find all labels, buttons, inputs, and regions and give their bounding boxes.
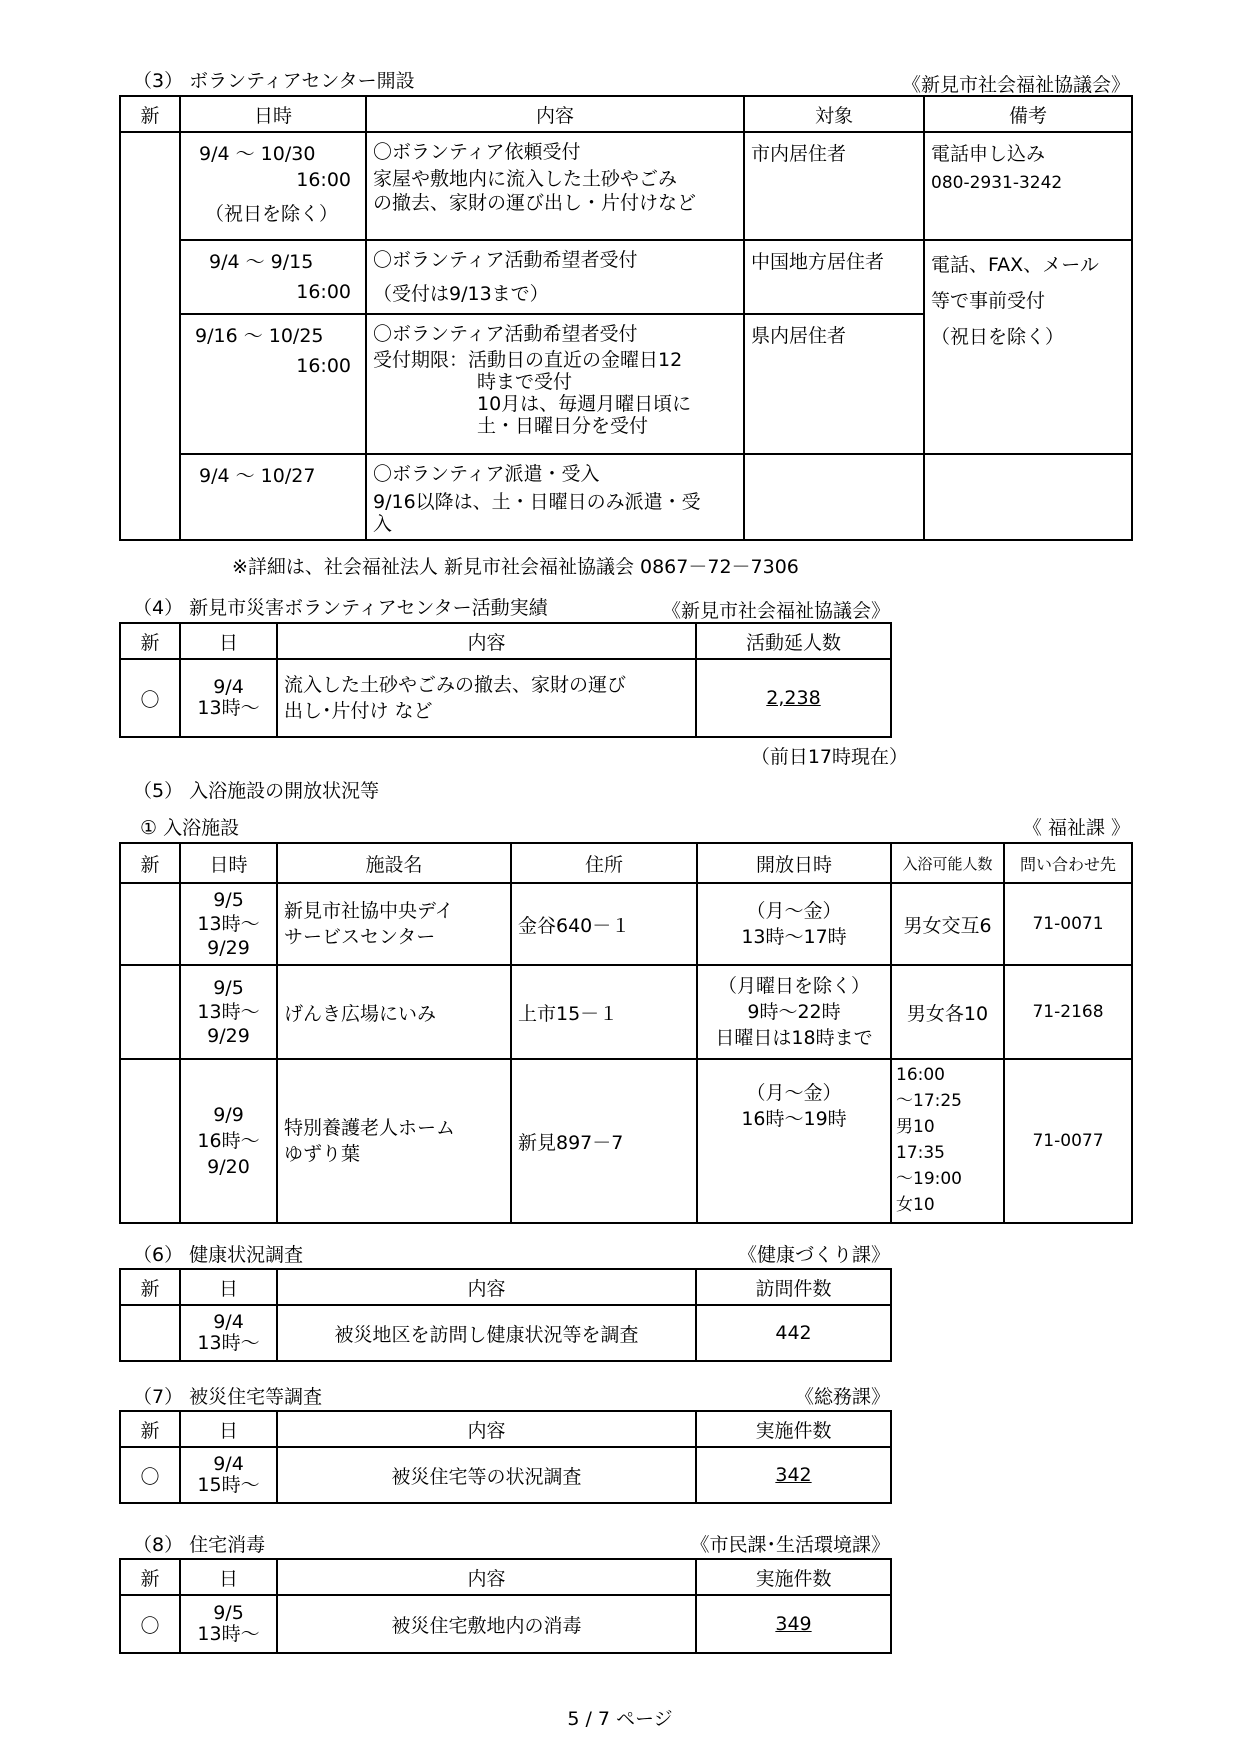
contact-cell: 71-2168	[1004, 965, 1132, 1059]
table-row	[120, 1059, 1132, 1223]
table-row	[120, 1305, 891, 1361]
note-cell	[924, 240, 1132, 454]
section-3-heading: （3） ボランティアセンター開設	[133, 70, 415, 92]
header-date: 日	[180, 1411, 277, 1447]
date-exclusion: （祝日を除く）	[205, 203, 339, 225]
date-cell	[180, 132, 366, 240]
date-cell: 9/5 13時～ 9/29	[180, 883, 277, 965]
section-8-dept: 《市民課･生活環境課》	[690, 1534, 890, 1556]
target-cell	[744, 132, 924, 240]
note-cell	[924, 454, 1132, 540]
header-new: 新	[120, 623, 180, 659]
header-new: 新	[120, 843, 180, 883]
header-new: 新	[120, 96, 180, 132]
header-date: 日	[180, 1269, 277, 1305]
content-cell: 被災地区を訪問し健康状況等を調査	[277, 1305, 696, 1361]
section-5-subheading: ① 入浴施設	[140, 817, 240, 839]
date-time: 16:00	[296, 169, 351, 191]
header-note: 備考	[924, 96, 1132, 132]
section-7-heading: （7） 被災住宅等調査	[133, 1386, 323, 1408]
content-cell	[366, 454, 744, 540]
content-title: 〇ボランティア活動希望者受付	[373, 249, 638, 271]
content-body: 9/16以降は、土・日曜日のみ派遣・受 入	[373, 491, 701, 535]
content-title: 〇ボランティア活動希望者受付	[373, 323, 638, 345]
count-value: 2,238	[766, 687, 821, 709]
new-mark: 〇	[120, 1595, 180, 1653]
header-open: 開放日時	[697, 843, 891, 883]
date-cell: 9/4 15時～	[180, 1447, 277, 1503]
content-cell: 被災住宅等の状況調査	[277, 1447, 696, 1503]
content-cell: 被災住宅敷地内の消毒	[277, 1595, 696, 1653]
date-cell: 9/5 13時～ 9/29	[180, 965, 277, 1059]
date-cell: 9/4 13時～	[180, 659, 277, 737]
bathing-facility-table	[119, 842, 1133, 1224]
section-5-heading: （5） 入浴施設の開放状況等	[133, 780, 380, 802]
new-mark: 〇	[120, 1447, 180, 1503]
page-number: 5 / 7 ページ	[567, 1708, 673, 1730]
table-row	[120, 659, 891, 737]
content-cell	[366, 314, 744, 454]
target-cell	[744, 454, 924, 540]
header-target: 対象	[744, 96, 924, 132]
address-cell: 金谷640－１	[511, 883, 697, 965]
count-cell: 442	[696, 1305, 891, 1361]
section-7-dept: 《総務課》	[794, 1386, 890, 1408]
header-date: 日	[180, 1559, 277, 1595]
phone-number: 080-2931-3242	[931, 173, 1063, 193]
date-range: 9/4 ～ 9/15	[209, 251, 314, 273]
header-address: 住所	[511, 843, 697, 883]
header-facility: 施設名	[277, 843, 511, 883]
date-range: 9/4 ～ 10/30	[199, 143, 316, 165]
header-count: 実施件数	[696, 1411, 891, 1447]
section-4-note: （前日17時現在）	[750, 746, 908, 768]
new-cell	[120, 883, 180, 965]
header-contact: 問い合わせ先	[1004, 843, 1132, 883]
content-line: 受付期限：活動日の直近の金曜日12	[373, 349, 683, 371]
table-row	[120, 883, 1132, 965]
header-date: 日	[180, 623, 277, 659]
content-title: 〇ボランティア依頼受付	[373, 141, 581, 163]
count-value: 342	[775, 1464, 812, 1486]
open-hours: （月曜日を除く） 9時～22時 日曜日は18時まで	[697, 965, 891, 1059]
volunteer-center-table	[119, 95, 1133, 541]
content-cell	[366, 132, 744, 240]
new-mark: 〇	[120, 659, 180, 737]
header-content: 内容	[277, 1559, 696, 1595]
count-cell	[696, 1595, 891, 1653]
table-row	[120, 1447, 891, 1503]
table-row	[120, 454, 1132, 540]
header-datetime: 日時	[180, 96, 366, 132]
section-3-dept: 《新見市社会福祉協議会》	[901, 74, 1130, 96]
target-text: 中国地方居住者	[751, 251, 885, 273]
open-hours: （月～金） 13時～17時	[697, 883, 891, 965]
new-cell	[120, 132, 180, 540]
header-count: 訪問件数	[696, 1269, 891, 1305]
header-content: 内容	[277, 1269, 696, 1305]
content-cell: 流入した土砂やごみの撤去、家財の運び 出し･片付け など	[277, 659, 696, 737]
date-range: 9/4 ～ 10/27	[199, 465, 316, 487]
header-capacity: 入浴可能人数	[891, 843, 1004, 883]
date-cell: 9/9 16時～ 9/20	[180, 1059, 277, 1223]
facility-name: 新見市社協中央デイ サービスセンター	[277, 883, 511, 965]
contact-cell: 71-0077	[1004, 1059, 1132, 1223]
content-title: 〇ボランティア派遣・受入	[373, 463, 600, 485]
header-content: 内容	[366, 96, 744, 132]
date-cell: 9/4 13時～	[180, 1305, 277, 1361]
date-range: 9/16 ～ 10/25	[195, 325, 324, 347]
target-cell	[744, 314, 924, 454]
section-5-dept: 《 福祉課 》	[1022, 817, 1130, 839]
section-6-heading: （6） 健康状況調査	[133, 1244, 304, 1266]
target-text: 市内居住者	[751, 143, 847, 165]
content-line: 10月は、毎週月曜日頃に	[477, 393, 692, 415]
new-mark	[120, 1305, 180, 1361]
new-cell	[120, 965, 180, 1059]
table-row	[120, 965, 1132, 1059]
count-value: 349	[775, 1613, 812, 1635]
header-new: 新	[120, 1411, 180, 1447]
count-cell	[696, 1447, 891, 1503]
section-6-dept: 《健康づくり課》	[737, 1244, 890, 1266]
table-row	[120, 1595, 891, 1653]
header-content: 内容	[277, 1411, 696, 1447]
header-new: 新	[120, 1269, 180, 1305]
facility-name: 特別養護老人ホーム ゆずり葉	[277, 1059, 511, 1223]
date-cell	[180, 240, 366, 314]
health-survey-table	[119, 1268, 892, 1362]
table-row	[120, 132, 1132, 240]
section-3-footnote: ※詳細は、社会福祉法人 新見市社会福祉協議会 0867－72－7306	[232, 556, 799, 578]
open-hours: （月～金） 16時～19時	[697, 1059, 891, 1223]
date-cell: 9/5 13時～	[180, 1595, 277, 1653]
content-cell	[366, 240, 744, 314]
header-datetime: 日時	[180, 843, 277, 883]
header-count: 活動延人数	[696, 623, 891, 659]
facility-name: げんき広場にいみ	[277, 965, 511, 1059]
new-cell	[120, 1059, 180, 1223]
content-line: 土・日曜日分を受付	[477, 415, 649, 437]
table-row	[120, 240, 1132, 314]
section-4-heading: （4） 新見市災害ボランティアセンター活動実績	[133, 597, 548, 619]
content-body: 家屋や敷地内に流入した土砂やごみ の撤去、家財の運び出し・片付けなど	[373, 168, 697, 214]
target-cell	[744, 240, 924, 314]
content-line: 時まで受付	[477, 371, 573, 393]
note-cell	[924, 132, 1132, 240]
address-cell: 上市15－１	[511, 965, 697, 1059]
disinfection-table	[119, 1558, 892, 1654]
date-time: 16:00	[296, 281, 351, 303]
capacity-cell: 男女交互6	[891, 883, 1004, 965]
section-8-heading: （8） 住宅消毒	[133, 1534, 266, 1556]
date-cell	[180, 314, 366, 454]
date-time: 16:00	[296, 355, 351, 377]
header-new: 新	[120, 1559, 180, 1595]
capacity-cell: 16:00 ～17:25 男10 17:35 ～19:00 女10	[891, 1059, 1004, 1223]
housing-survey-table	[119, 1410, 892, 1504]
note-text: 電話申し込み	[931, 143, 1046, 165]
target-text: 県内居住者	[751, 325, 847, 347]
volunteer-results-table	[119, 622, 892, 738]
header-count: 実施件数	[696, 1559, 891, 1595]
section-4-dept: 《新見市社会福祉協議会》	[661, 600, 890, 622]
contact-cell: 71-0071	[1004, 883, 1132, 965]
capacity-cell: 男女各10	[891, 965, 1004, 1059]
count-cell	[696, 659, 891, 737]
header-content: 内容	[277, 623, 696, 659]
content-body: （受付は9/13まで）	[373, 283, 549, 305]
note-text: 電話、FAX、メール 等で事前受付 （祝日を除く）	[931, 254, 1099, 348]
address-cell: 新見897－7	[511, 1059, 697, 1223]
date-cell	[180, 454, 366, 540]
